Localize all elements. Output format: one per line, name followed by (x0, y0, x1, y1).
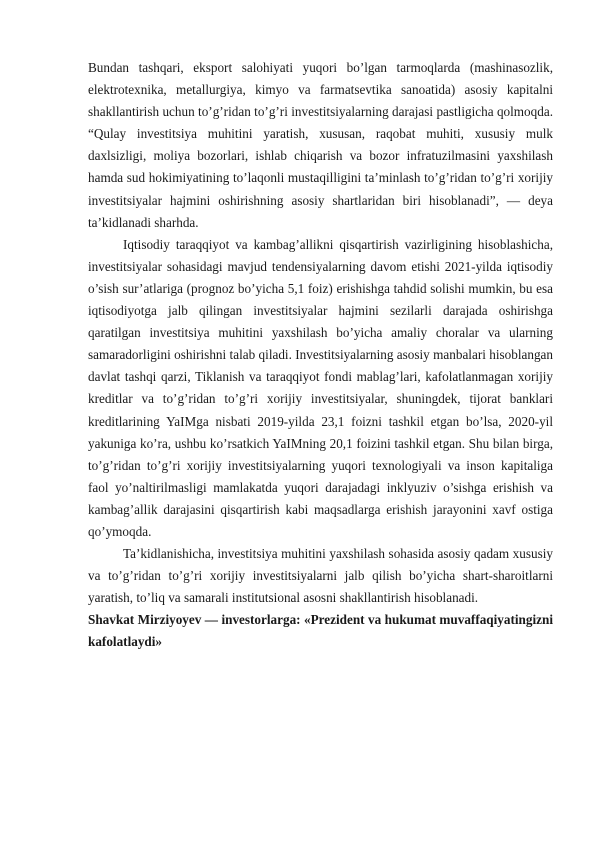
paragraph-export-potential: Bundan tashqari, eksport salohiyati yuqori bo’lgan tarmoqlarda (mashinasozlik, elektrotexnika, metallurgiya, kimyo va farmatsevtika sanoatida) asosiy kapitalni shakllantirish uchun to’g’ridan to’g’ri investitsiyalarning darajasi pastligicha qolmoqda. “Qulay investitsiya muhitini yaratish, xususan, raqobat muhiti, xususiy mulk daxlsizligi, moliya bozorlari, ishlab chiqarish va bozor infratuzilmasini yaxshilash hamda sud hokimiyatining to’laqonli mustaqilligini ta’minlash to’g’ridan to’g’ri xorijiy investitsiyalar hajmini oshirishning asosiy shartlaridan biri hisoblanadi”, — deya ta’kidlanadi sharhda. (88, 60, 553, 230)
paragraph-key-step: Ta’kidlanishicha, investitsiya muhitini yaxshilash sohasida asosiy qadam xususiy va to’g’ridan to’g’ri xorijiy investitsiyalarni jalb qilish bo’yicha shart-sharoitlarni yaratish, to’liq va samarali institutsional asosni shakllantirish hisoblanadi. (88, 546, 553, 606)
document-page (88, 57, 553, 654)
article-heading: Shavkat Mirziyoyev — investorlarga: «Prezident va hukumat muvaffaqiyatingizni kafolatlaydi» (88, 612, 553, 650)
paragraph-ministry-estimate: Iqtisodiy taraqqiyot va kambag’allikni qisqartirish vazirligining hisoblashicha, investitsiyalar sohasidagi mavjud tendensiyalarning davom etishi 2021-yilda iqtisodiy o’sish sur’atlariga (prognoz bo’yicha 5,1 foiz) erishishga tahdid solishi mumkin, bu esa iqtisodiyotga jalb qilingan investitsiyalar hajmini sezilarli darajada oshirishga qaratilgan investitsiya muhitini yaxshilash bo’yicha amaliy choralar va ularning samaradorligini oshirishni talab qiladi. Investitsiyalarning asosiy manbalari hisoblangan davlat tashqi qarzi, Tiklanish va taraqqiyot fondi mablag’lari, kafolatlanmagan xorijiy kreditlar va to’g’ridan to’g’ri xorijiy investitsiyalar, shuningdek, tijorat banklari kreditlarining YaIMga nisbati 2019-yilda 23,1 foizni tashkil etgan bo’lsa, 2020-yil yakuniga ko’ra, ushbu ko’rsatkich YaIMning 20,1 foizini tashkil etgan. Shu bilan birga, to’g’ridan to’g’ri xorijiy investitsiyalarning yuqori texnologiyali va inson kapitaliga faol yo’naltirilmasligi mamlakatda yuqori darajadagi inklyuziv o’sishga erishish va kambag’allik darajasini qisqartirish kabi maqsadlarga erishish jarayonini xavf ostiga qo’ymoqda. (88, 236, 553, 539)
